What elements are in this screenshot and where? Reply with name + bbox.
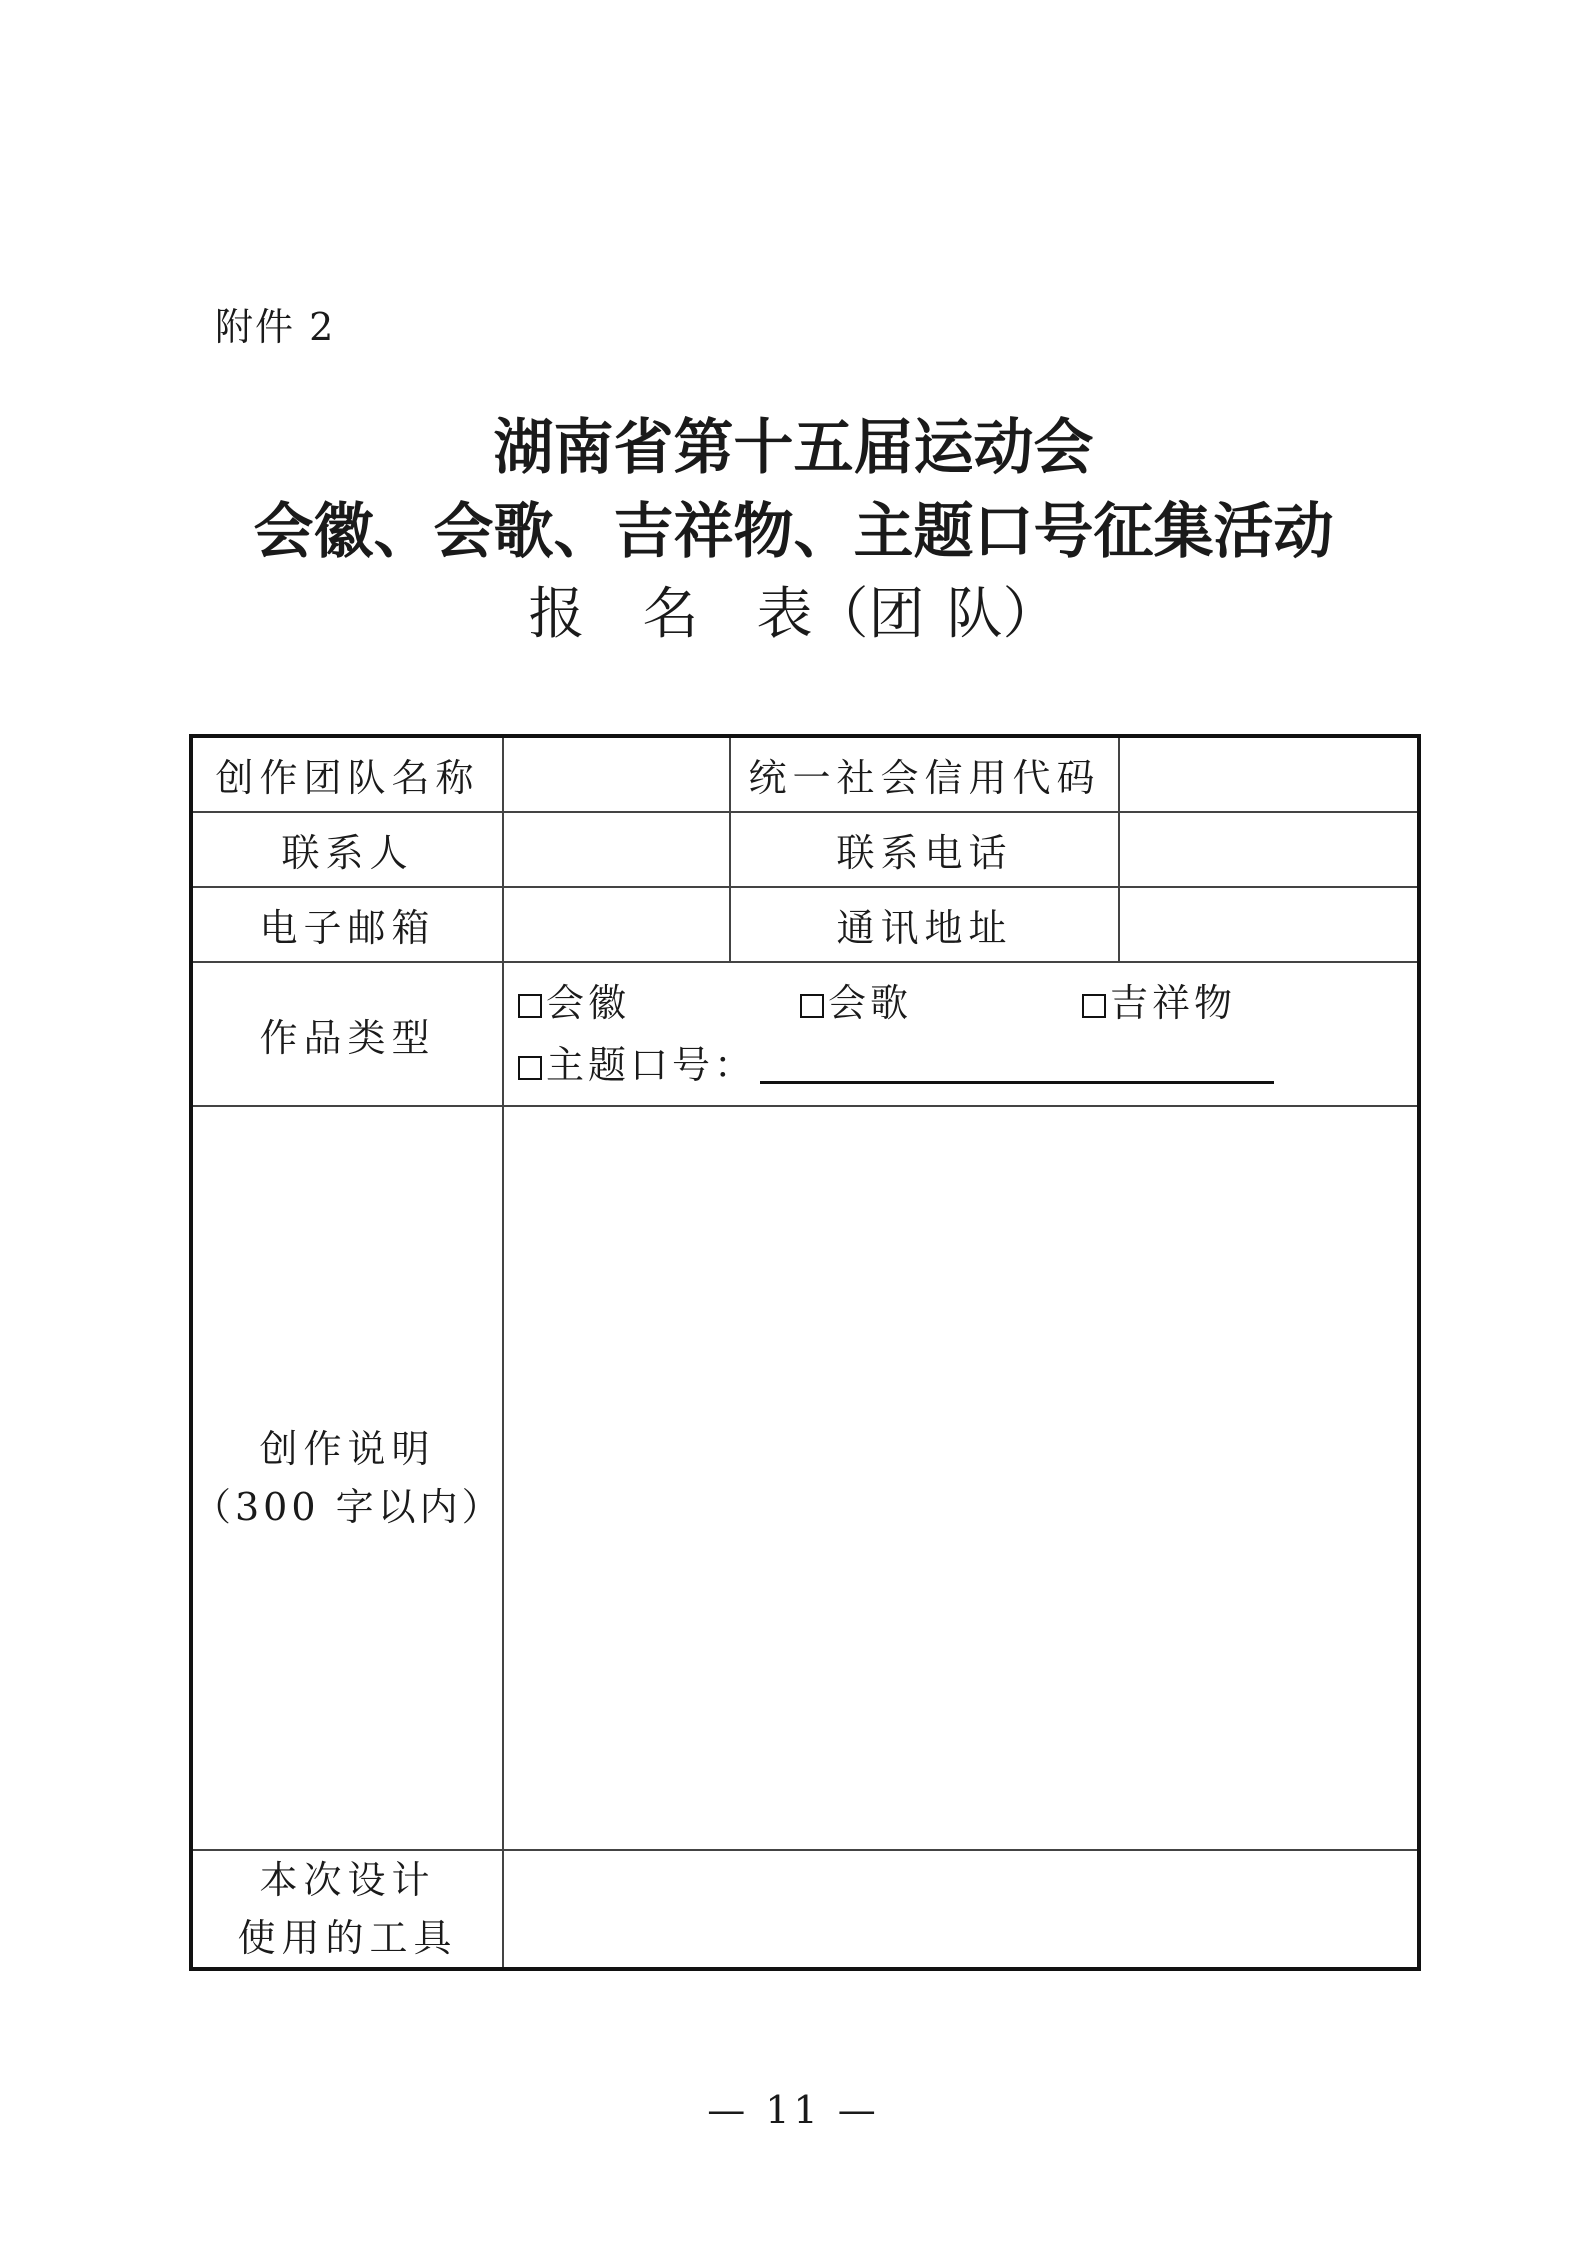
email-field[interactable]	[503, 887, 730, 962]
checkbox-icon[interactable]	[518, 994, 542, 1018]
attachment-label: 附件 2	[215, 305, 336, 349]
form-row-tools	[191, 1850, 1419, 1969]
title-line-3	[0, 580, 1587, 650]
title-line-2: 会徽、会歌、吉祥物、主题口号征集活动	[253, 497, 1334, 567]
phone-field[interactable]	[1119, 812, 1419, 887]
form-row-team	[191, 736, 1419, 812]
page-number: — 11 —	[707, 2088, 880, 2132]
team-name-field[interactable]	[503, 736, 730, 812]
description-label	[191, 1106, 503, 1850]
option-song[interactable]: 会歌	[800, 972, 1082, 1034]
form-row-contact	[191, 812, 1419, 887]
description-label-1: 创作说明	[259, 1427, 436, 1471]
tools-field[interactable]	[503, 1850, 1419, 1969]
address-label: 通讯地址	[730, 887, 1119, 962]
description-field[interactable]	[503, 1106, 1419, 1850]
phone-label: 联系电话	[730, 812, 1119, 887]
form-row-type	[191, 962, 1419, 1106]
option-slogan[interactable]: 主题口号：	[518, 1034, 756, 1096]
tools-label-2: 使用的工具	[237, 1916, 458, 1960]
email-label: 电子邮箱	[191, 887, 503, 962]
form-row-description	[191, 1106, 1419, 1850]
credit-code-field[interactable]	[1119, 736, 1419, 812]
address-field[interactable]	[1119, 887, 1419, 962]
type-label: 作品类型	[191, 962, 503, 1106]
slogan-input-line[interactable]	[760, 1045, 1274, 1084]
form-row-email	[191, 887, 1419, 962]
checkbox-icon[interactable]	[518, 1056, 542, 1080]
type-options	[503, 962, 1419, 1106]
title-char-dui: 队）	[946, 582, 1059, 647]
credit-code-label: 统一社会信用代码	[730, 736, 1119, 812]
contact-field[interactable]	[503, 812, 730, 887]
checkbox-icon[interactable]	[1082, 994, 1106, 1018]
team-name-label: 创作团队名称	[191, 736, 503, 812]
checkbox-icon[interactable]	[800, 994, 824, 1018]
title-char-ming: 名	[642, 582, 699, 647]
option-mascot[interactable]: 吉祥物	[1082, 972, 1236, 1034]
option-emblem[interactable]: 会徽	[518, 972, 800, 1034]
description-label-2: （300 字以内）	[193, 1485, 504, 1529]
title-char-bao: 报	[528, 582, 585, 647]
tools-label-1: 本次设计	[259, 1858, 436, 1902]
contact-label: 联系人	[191, 812, 503, 887]
tools-label	[191, 1850, 503, 1969]
registration-form	[189, 734, 1421, 1971]
title-line-1: 湖南省第十五届运动会	[493, 413, 1094, 483]
title-char-biao: 表（团	[756, 582, 925, 647]
